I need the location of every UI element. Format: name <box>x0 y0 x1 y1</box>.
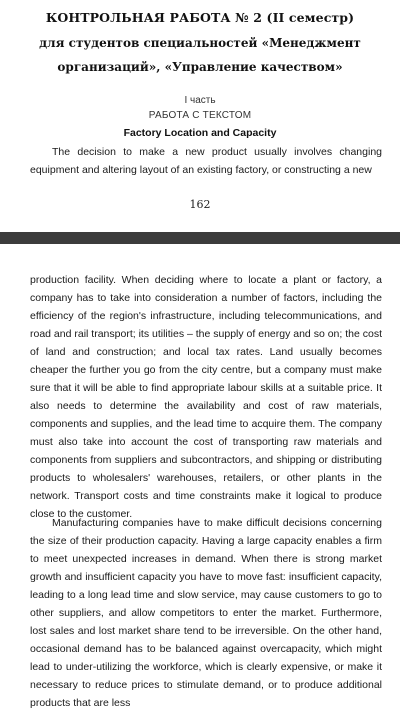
page-number: 162 <box>189 198 211 211</box>
page-top-sheet <box>0 0 400 232</box>
body-paragraph-2: Manufacturing companies have to make difficult decisions concerning the size of their production capacity. Having a large capacity enables a firm to meet unexpected increases in demand. When there is strong market growth and insufficient capacity you have to move fast: insufficient capacity, leading to a long lead time and slow service, may cause customers to go to other suppliers, and allow competitors to enter the market. Furthermore, lost sales and lost market share tend to be irreversible. On the other hand, occasional demand has to be balanced against overcapacity, which might lead to under-utilizing the workforce, which is clearly expensive, or make it necessary to reduce prices to stimulate demand, or to produce additional products that are less <box>30 517 382 709</box>
body-paragraph-1: production facility. When deciding where to locate a plant or factory, a company has to take into consideration a number of factors, including the efficiency of the region's infrastructure, including telecommunications, and road and rail transport; its utilities – the supply of energy and so on; the cost of land and construction; and local tax rates. Land usually becomes cheaper the further you go from the city centre, but a company must make sure that it will be able to find appropriate labour skills at a suitable price. It also needs to determine the availability and cost of raw materials, components and supplies, and the lead time to acquire them. The company must also take into account the cost of transporting raw materials and components from suppliers and subcontractors, and shipping or distributing products to wholesalers' warehouses, retailers, or other plants in the network. Transport costs and time constraints make it logical to produce close to the customer. <box>30 274 382 520</box>
document-subtitle-line-1: для студентов специальностей «Менеджмент <box>39 36 361 50</box>
section-label: РАБОТА С ТЕКСТОМ <box>148 110 252 121</box>
document-title: КОНТРОЛЬНАЯ РАБОТА № 2 (II семестр) <box>45 10 355 25</box>
intro-paragraph: The decision to make a new product usually involves changing equipment and altering layout of an existing factory, or constructing a new <box>30 146 382 176</box>
document-subtitle-line-2: организаций», «Управление качеством» <box>57 60 343 74</box>
part-label: I часть <box>184 95 216 106</box>
article-title: Factory Location and Capacity <box>123 127 277 139</box>
page-break-divider <box>0 232 400 244</box>
page-bottom-sheet <box>0 244 400 709</box>
